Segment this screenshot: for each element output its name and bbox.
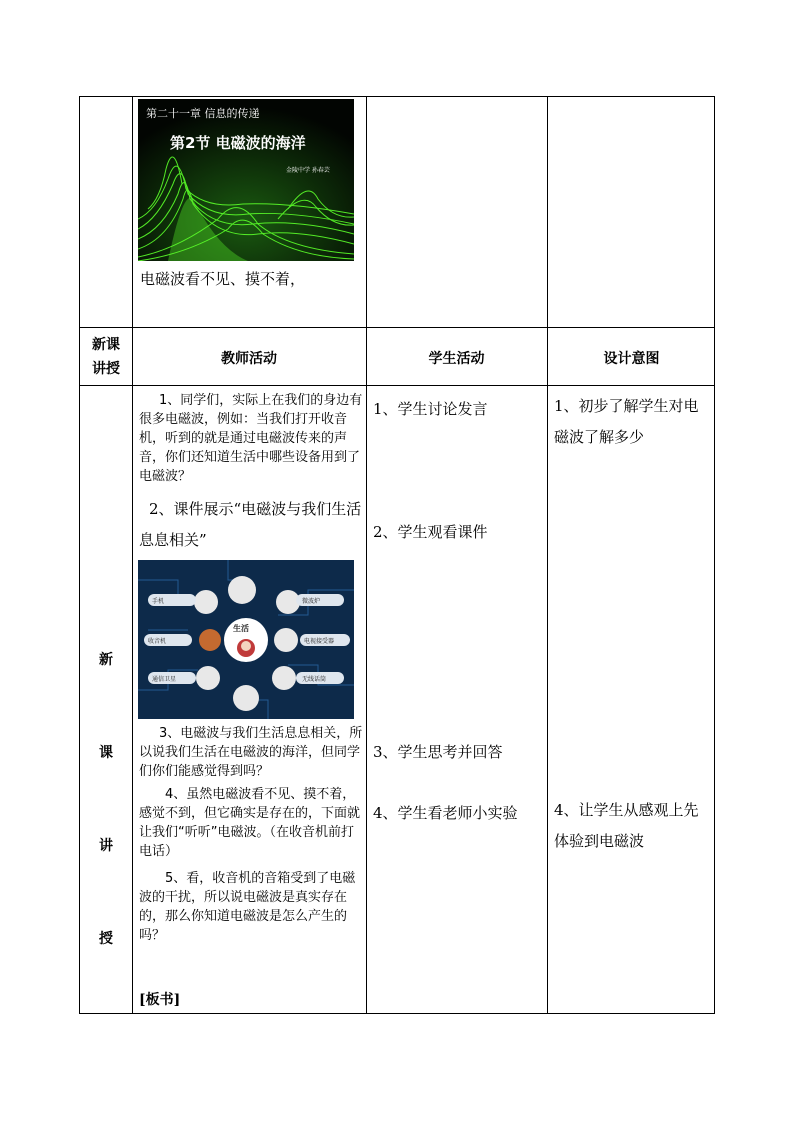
col-divider-2 (366, 97, 367, 1013)
side-label-char-1: 新 (99, 652, 113, 668)
header-student-activity: 学生活动 (428, 351, 485, 367)
slide2-center-label: 生活 (233, 624, 249, 633)
teacher-step-2: 2、课件展示“电磁波与我们生活息息相关” (139, 500, 362, 549)
intent-step-1: 1、初步了解学生对电磁波了解多少 (554, 397, 699, 446)
lesson-plan-table (79, 96, 715, 1014)
slide2-label-tv-receiver: 电视接受器 (304, 638, 335, 645)
slide-byline: 金陵中学 孙春芸 (286, 167, 330, 174)
slide2-label-microwave: 微波炉 (302, 598, 321, 605)
slide2-label-radio: 收音机 (148, 638, 167, 645)
slide-image-title (138, 99, 354, 261)
slide-section-title: 第2节 电磁波的海洋 (170, 134, 306, 152)
student-step-2: 2、学生观看课件 (373, 523, 488, 541)
teacher-step-5: 5、看，收音机的音箱受到了电磁波的干扰，所以说电磁波是真实存在的，那么你知道电磁波是怎么产生的吗？ (139, 871, 356, 943)
side-label-char-3: 讲 (99, 838, 113, 854)
header-design-intent: 设计意图 (603, 351, 660, 367)
row-label-line1: 新课 (92, 337, 120, 353)
slide-image-life-devices (138, 560, 354, 719)
top-note: 电磁波看不见、摸不着， (140, 270, 306, 288)
row-label-line2: 讲授 (92, 361, 120, 377)
slide2-label-wireless-mic: 无线话筒 (302, 676, 327, 683)
slide-chapter-title: 第二十一章 信息的传递 (146, 107, 260, 120)
side-label-char-2: 课 (99, 745, 113, 761)
row-divider-2 (80, 385, 714, 386)
slide2-label-phone: 手机 (152, 598, 165, 605)
intent-step-4: 4、让学生从感观上先体验到电磁波 (554, 801, 699, 850)
header-teacher-activity: 教师活动 (221, 351, 277, 367)
slide2-label-satellite: 通信卫星 (152, 676, 177, 683)
student-step-4: 4、学生看老师小实验 (373, 804, 518, 822)
teacher-step-1: 1、同学们，实际上在我们的身边有很多电磁波，例如：当我们打开收音机，听到的就是通过电磁波传来的声音，你们还知道生活中哪些设备用到了电磁波？ (139, 393, 363, 484)
col-divider-1 (132, 97, 133, 1013)
teacher-step-4: 4、虽然电磁波看不见、摸不着，感觉不到，但它确实是存在的，下面就让我们“听听”电磁波。（在收音机前打电话） (139, 787, 361, 859)
student-step-1: 1、学生讨论发言 (373, 400, 488, 418)
row-divider-1 (80, 327, 714, 328)
blackboard-label: [板书] (139, 992, 181, 1008)
row-label-new-lesson (80, 333, 132, 381)
col-divider-3 (547, 97, 548, 1013)
side-label-char-4: 授 (99, 931, 113, 947)
student-step-3: 3、学生思考并回答 (373, 743, 503, 761)
teacher-step-3: 3、电磁波与我们生活息息相关，所以说我们生活在电磁波的海洋，但同学们你们能感觉得到吗？ (139, 726, 363, 779)
